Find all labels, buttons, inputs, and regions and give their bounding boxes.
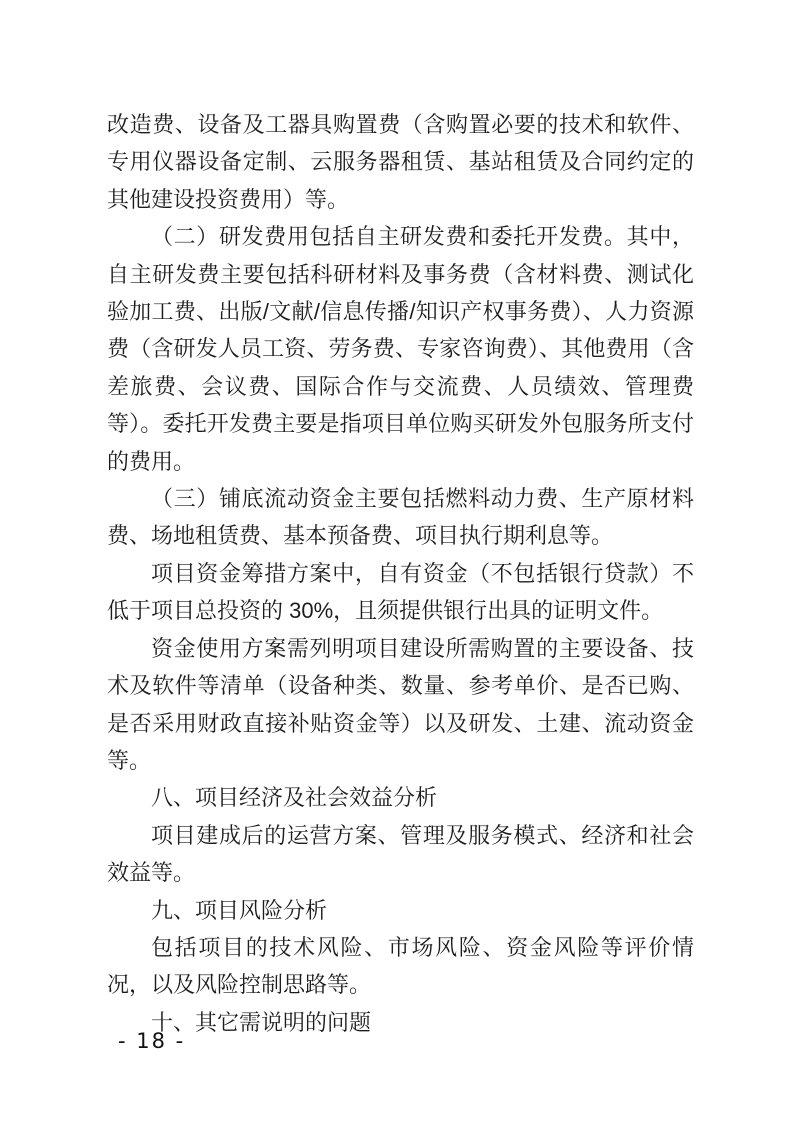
para-funding-plan: 项目资金筹措方案中，自有资金（不包括银行贷款）不低于项目总投资的 30%，且须提供银行出具的证明文件。 — [107, 560, 694, 624]
para-risk-analysis: 包括项目的技术风险、市场风险、资金风险等评价情况，以及风险控制思路等。 — [107, 934, 694, 998]
page-number: - 18 - — [118, 1029, 186, 1053]
document-body — [107, 106, 694, 1041]
heading-section-10-other-issues: 十、其它需说明的问题 — [151, 1009, 372, 1035]
para-benefit-analysis: 项目建成后的运营方案、管理及服务模式、经济和社会效益等。 — [107, 822, 694, 886]
heading-section-8-benefit-analysis: 八、项目经济及社会效益分析 — [151, 785, 438, 811]
para-rd-costs: （二）研发费用包括自主研发费和委托开发费。其中，自主研发费主要包括科研材料及事务费（含材料费、测试化验加工费、出版/文献/信息传播/知识产权事务费）、人力资源费（含研发人员工资、劳务费、专家咨询费）、其他费用（含差旅费、会议费、国际合作与交流费、人员绩效、管理费等）。委托开发费主要是指项目单位购买研发外包服务所支付的费用。 — [107, 224, 694, 474]
para-working-capital: （三）铺底流动资金主要包括燃料动力费、生产原材料费、场地租赁费、基本预备费、项目执行期利息等。 — [107, 486, 694, 549]
heading-section-9-risk-analysis: 九、项目风险分析 — [151, 897, 328, 923]
para-construction-costs: 改造费、设备及工器具购置费（含购置必要的技术和软件、专用仪器设备定制、云服务器租赁、基站租赁及合同约定的其他建设投资费用）等。 — [107, 112, 694, 212]
para-fund-usage-list: 资金使用方案需列明项目建设所需购置的主要设备、技术及软件等清单（设备种类、数量、参考单价、是否已购、是否采用财政直接补贴资金等）以及研发、土建、流动资金等。 — [107, 635, 694, 773]
